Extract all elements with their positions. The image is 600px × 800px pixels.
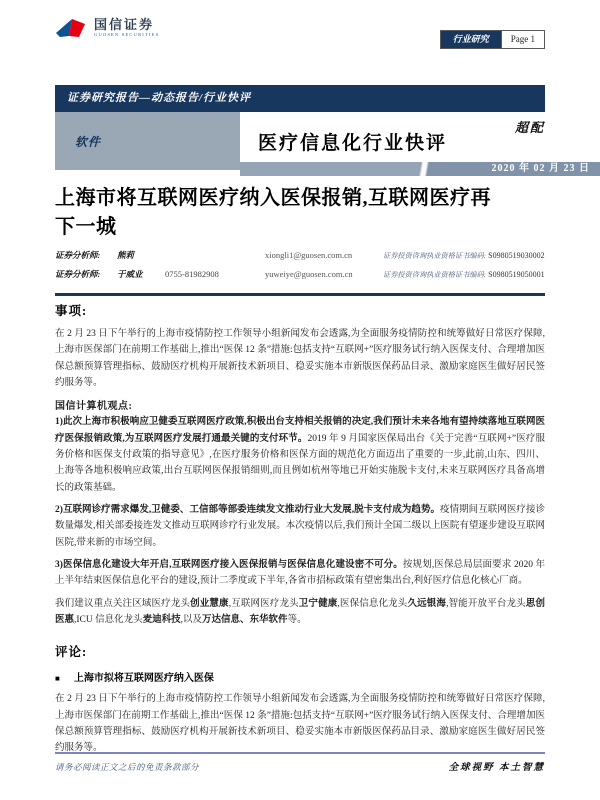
analyst-cert-label: 证券投资咨询执业资格证书编码: <box>383 252 487 260</box>
matters-heading: 事项: <box>55 304 88 318</box>
analyst-row <box>55 249 545 268</box>
analyst-name: 于威业 <box>117 269 143 279</box>
report-title: 医疗信息化行业快评 <box>258 132 448 154</box>
footer-slogan: 全球视野 本土智慧 <box>448 763 545 773</box>
analyst-cert-label: 证券投资咨询执业资格证书编码: <box>383 271 487 279</box>
headline-line-2: 下一城 <box>55 216 117 238</box>
analyst-role: 证券分析师: <box>55 250 101 260</box>
comment-paragraph: 在 2 月 23 日下午举行的上海市疫情防控工作领导小组新闻发布会透露,为全面服务疫情防控和统筹做好日常医疗保障,上海市医保部门在前期工作基础上,推出“医保 12 条”措施:包括支持“互联网+”医疗服务试行纳入医保支付、合理增加医保总额预算管理指标、鼓励医疗机构开展新技术新项目、稳妥实施本市新版医保药品目录、激励家庭医生做好居民签约服务等。 <box>55 694 545 754</box>
guosen-logo <box>55 16 159 47</box>
comments-heading: 评论: <box>55 645 88 660</box>
analyst-block <box>55 249 545 287</box>
analyst-cert-code: S0980519050001 <box>488 270 545 279</box>
analyst-role: 证券分析师: <box>55 269 101 279</box>
square-bullet-icon: ■ <box>55 674 60 684</box>
opinion-point-3: 3)医保信息化建设大年开启,互联网医疗接入医保报销与医保信息化建设密不可分。按规划,医保总局层面要求 2020 年上半年结束医保信息化平台的建设,预计二季度或下半年,各省市招标政策有望密集出台,利好医疗信息化核心厂商。 <box>55 559 545 587</box>
analyst-name: 熊莉 <box>117 250 135 260</box>
opinion-heading: 国信计算机观点: <box>55 401 133 413</box>
headline-line-1: 上海市将互联网医疗纳入医保报销,互联网医疗再 <box>55 187 491 209</box>
footer-disclaimer: 请务必阅读正文之后的免责条款部分 <box>55 762 200 772</box>
opinion-point-1: 1)此次上海市积极响应卫健委互联网医疗政策,积极出台支持相关报销的决定,我们预计未来各地有望持续落地互联网医疗医保报销政策,为互联网医疗发展打通最关键的支付环节。2019 年 9 月国家医保局出台《关于完善“互联网+”医疗服务价格和医保支付政策的指导意见》,在医疗服务价格和医保方面的规范化方面迈出了重要的一步,此前,山东、四川、上海等各地积极响应政策,出台互联网医保报销细则,而且例如杭州等地已开始实施脱卡支付,未来互联网医疗具备高增长的政策基础。 <box>55 417 545 493</box>
analyst-email: yuweiye@guosen.com.cn <box>265 269 353 279</box>
analyst-phone: 0755-81982908 <box>165 269 219 279</box>
brand-name: 国信证券 <box>94 17 155 32</box>
opinion-point-2: 2)互联网诊疗需求爆发,卫健委、工信部等部委连续发文推动行业大发展,脱卡支付成为趋势。疫情期间互联网医疗接诊数量爆发,相关部委接连发文推动互联网诊疗行业发展。本次疫情以后,我们预计全国二级以上医院有望逐步建设互联网医院,带来新的市场空间。 <box>55 504 545 548</box>
brand-name-en: GUOSEN SECURITIES <box>94 32 160 38</box>
report-type-banner: 证券研究报告—动态报告/行业快评 <box>55 85 545 112</box>
industry-research-label: 行业研究 <box>441 31 501 48</box>
footer <box>55 759 545 773</box>
analyst-cert-code: S0980519030002 <box>488 251 545 260</box>
comment-bullet <box>55 669 545 684</box>
analyst-cert <box>383 269 545 280</box>
analyst-row <box>55 268 545 287</box>
header-badge <box>440 30 545 49</box>
section-divider <box>55 293 545 296</box>
analyst-email: xiongli1@guosen.com.cn <box>265 250 353 260</box>
page-indicator: Page 1 <box>501 31 544 48</box>
guosen-logo-icon <box>55 16 89 47</box>
rating-badge: 超配 <box>514 120 545 135</box>
analyst-cert <box>383 250 545 261</box>
footer-divider <box>55 752 545 754</box>
report-body <box>55 301 545 763</box>
report-date: 2020 年 02 月 23 日 <box>240 162 600 176</box>
matters-paragraph: 在 2 月 23 日下午举行的上海市疫情防控工作领导小组新闻发布会透露,为全面服务疫情防控和统筹做好日常医疗保障,上海市医保部门在前期工作基础上,推出“医保 12 条”措施:包括支持“互联网+”医疗服务试行纳入医保支付、合理增加医保总额预算管理指标、鼓励医疗机构开展新技术新项目、稳妥实施本市新版医保药品目录、激励家庭医生做好居民签约服务等。 <box>55 329 545 388</box>
sector-label: 软件 <box>55 112 240 170</box>
comment-bullet-title: 上海市拟将互联网医疗纳入医保 <box>73 673 214 685</box>
headline <box>55 184 545 242</box>
recommendation-paragraph: 我们建议重点关注区域医疗龙头创业慧康,互联网医疗龙头卫宁健康,医保信息化龙头久远银海,智能开放平台龙头思创医惠,ICU 信息化龙头麦迪科技,以及万达信息、东华软件等。 <box>55 598 545 625</box>
